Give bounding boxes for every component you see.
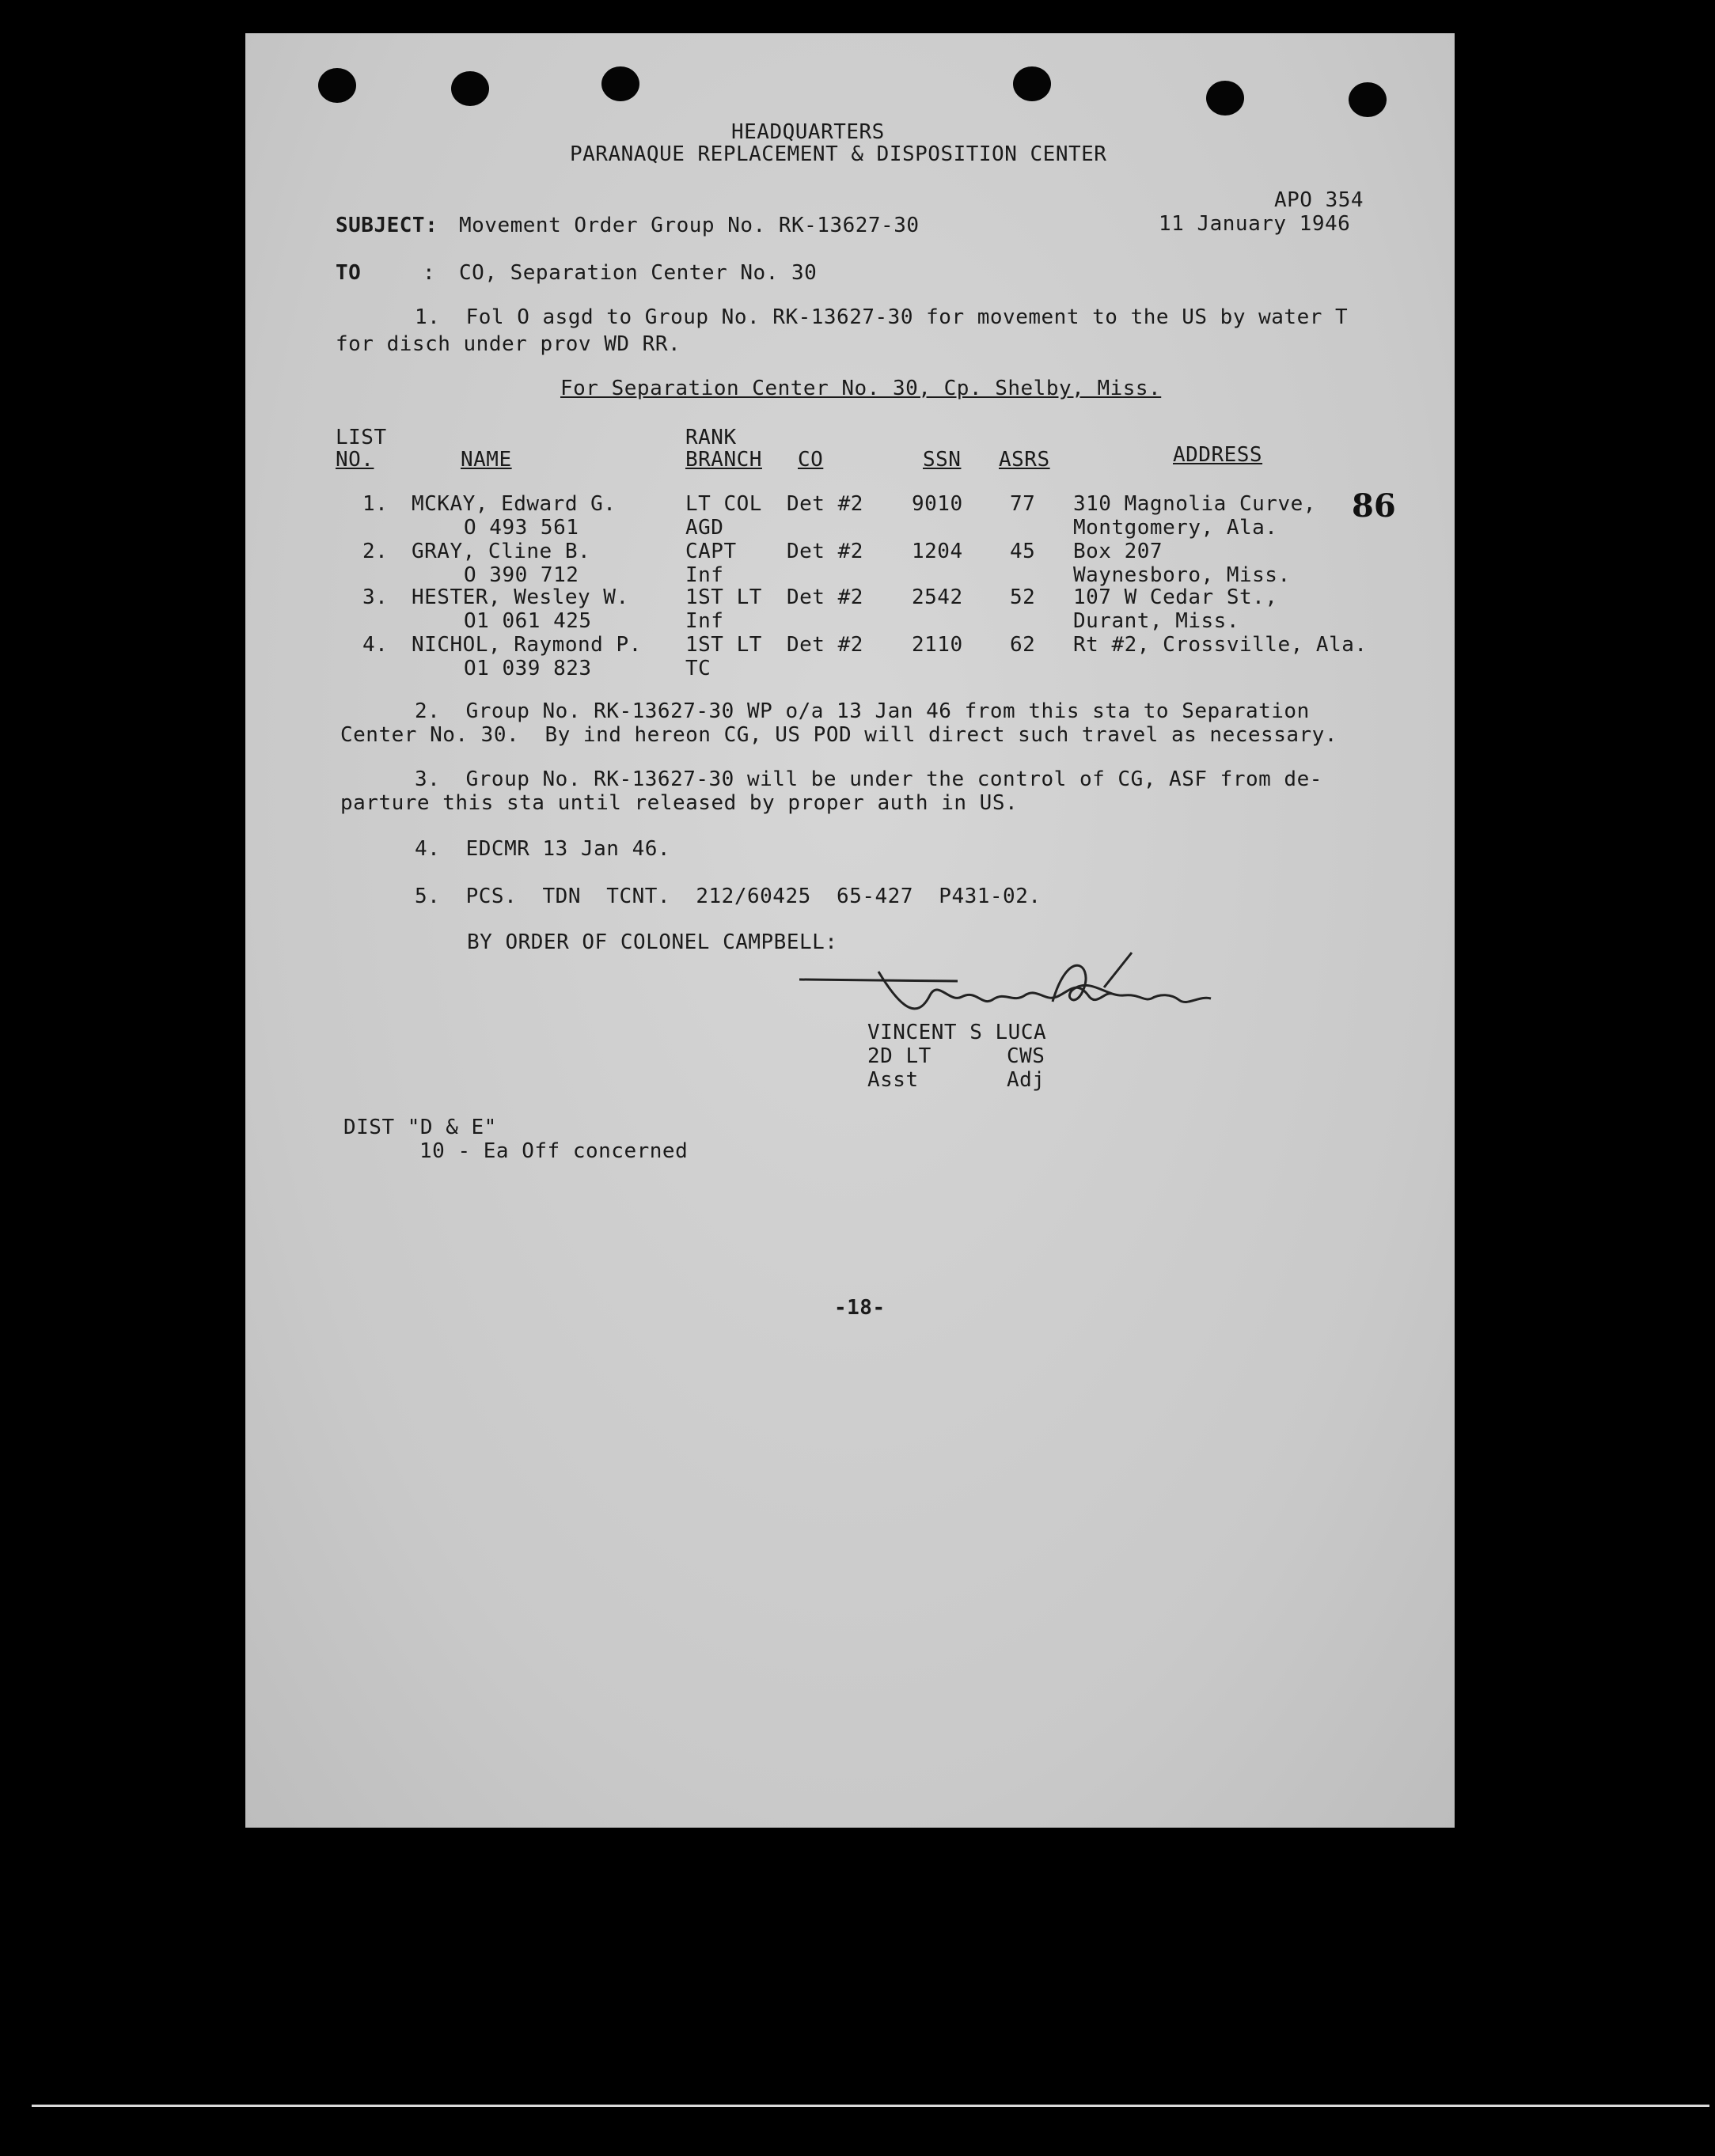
- row-no: 1.: [362, 492, 389, 516]
- row-asrs: 77: [1010, 492, 1036, 516]
- row-branch: AGD: [685, 516, 724, 540]
- row-ssn: 9010: [912, 492, 963, 516]
- punch-hole: [318, 68, 356, 103]
- row-branch: Inf: [685, 563, 724, 587]
- section-title: For Separation Center No. 30, Cp. Shelby, Miss.: [560, 377, 1162, 400]
- row-rank: LT COL: [685, 492, 762, 516]
- punch-hole: [601, 66, 639, 101]
- row-serial: O 390 712: [464, 563, 579, 587]
- scan-edge-line: [32, 2105, 1709, 2107]
- dist-line2: 10 - Ea Off concerned: [419, 1139, 689, 1163]
- row-name: MCKAY, Edward G.: [412, 492, 617, 516]
- header-no: NO.: [336, 448, 374, 472]
- punch-hole: [1013, 66, 1051, 101]
- row-name: GRAY, Cline B.: [412, 540, 591, 563]
- para1-line1: 1. Fol O asgd to Group No. RK-13627-30 for movement to the US by water T: [415, 305, 1349, 329]
- row-addr1: 107 W Cedar St.,: [1073, 585, 1278, 609]
- row-co: Det #2: [787, 585, 863, 609]
- row-addr1: Box 207: [1073, 540, 1163, 563]
- to-recipient: CO, Separation Center No. 30: [459, 261, 818, 285]
- row-ssn: 1204: [912, 540, 963, 563]
- para2-line2: Center No. 30. By ind hereon CG, US POD will direct such travel as necessary.: [340, 723, 1337, 747]
- row-asrs: 45: [1010, 540, 1036, 563]
- header-line2: PARANAQUE REPLACEMENT & DISPOSITION CENTER: [570, 142, 1107, 166]
- header-asrs: ASRS: [999, 448, 1050, 472]
- to-colon: :: [423, 261, 436, 285]
- row-addr2: Waynesboro, Miss.: [1073, 563, 1291, 587]
- signatory-unit: CWS: [1007, 1044, 1045, 1068]
- row-name: NICHOL, Raymond P.: [412, 633, 642, 657]
- row-no: 4.: [362, 633, 389, 657]
- header-co: CO: [798, 448, 824, 472]
- punch-hole: [1206, 81, 1244, 116]
- signatory-title2: Adj: [1007, 1068, 1045, 1092]
- page-number: -18-: [834, 1296, 886, 1320]
- para5: 5. PCS. TDN TCNT. 212/60425 65-427 P431-02.: [415, 885, 1042, 908]
- header-ssn: SSN: [923, 448, 962, 472]
- header-address: ADDRESS: [1173, 443, 1263, 467]
- row-asrs: 62: [1010, 633, 1036, 657]
- header-list: LIST: [336, 426, 387, 449]
- signatory-name: VINCENT S LUCA: [867, 1021, 1047, 1044]
- signatory-rank: 2D LT: [867, 1044, 931, 1068]
- header-rank: RANK: [685, 426, 737, 449]
- subject-label: SUBJECT:: [336, 214, 438, 237]
- row-rank: 1ST LT: [685, 585, 762, 609]
- document-date: 11 January 1946: [1159, 212, 1351, 236]
- row-co: Det #2: [787, 633, 863, 657]
- row-addr2: Durant, Miss.: [1073, 609, 1239, 633]
- row-rank: CAPT: [685, 540, 737, 563]
- para3-line2: parture this sta until released by proper auth in US.: [340, 791, 1019, 815]
- row-serial: O1 039 823: [464, 657, 592, 680]
- header-line1: HEADQUARTERS: [731, 120, 885, 144]
- apo: APO 354: [1274, 188, 1364, 212]
- margin-number: 86: [1352, 487, 1396, 525]
- row-addr2: Montgomery, Ala.: [1073, 516, 1278, 540]
- row-serial: O 493 561: [464, 516, 579, 540]
- row-asrs: 52: [1010, 585, 1036, 609]
- document-page: [245, 33, 1455, 1828]
- row-no: 2.: [362, 540, 389, 563]
- para4: 4. EDCMR 13 Jan 46.: [415, 837, 671, 861]
- header-name: NAME: [461, 448, 512, 472]
- row-branch: TC: [685, 657, 711, 680]
- row-rank: 1ST LT: [685, 633, 762, 657]
- punch-hole: [451, 71, 489, 106]
- para3-line1: 3. Group No. RK-13627-30 will be under the control of CG, ASF from de-: [415, 767, 1322, 791]
- row-addr1: Rt #2, Crossville, Ala.: [1073, 633, 1368, 657]
- row-ssn: 2542: [912, 585, 963, 609]
- row-ssn: 2110: [912, 633, 963, 657]
- to-label: TO: [336, 261, 362, 285]
- para2-line1: 2. Group No. RK-13627-30 WP o/a 13 Jan 46 from this sta to Separation: [415, 699, 1310, 723]
- punch-hole: [1349, 82, 1387, 117]
- para1-line2: for disch under prov WD RR.: [336, 332, 681, 356]
- row-name: HESTER, Wesley W.: [412, 585, 629, 609]
- order-line: BY ORDER OF COLONEL CAMPBELL:: [467, 930, 838, 954]
- row-co: Det #2: [787, 492, 863, 516]
- row-no: 3.: [362, 585, 389, 609]
- signatory-title: Asst: [867, 1068, 919, 1092]
- row-serial: O1 061 425: [464, 609, 592, 633]
- header-branch: BRANCH: [685, 448, 762, 472]
- subject: Movement Order Group No. RK-13627-30: [459, 214, 920, 237]
- row-addr1: 310 Magnolia Curve,: [1073, 492, 1316, 516]
- row-branch: Inf: [685, 609, 724, 633]
- dist-line1: DIST "D & E": [343, 1116, 497, 1139]
- row-co: Det #2: [787, 540, 863, 563]
